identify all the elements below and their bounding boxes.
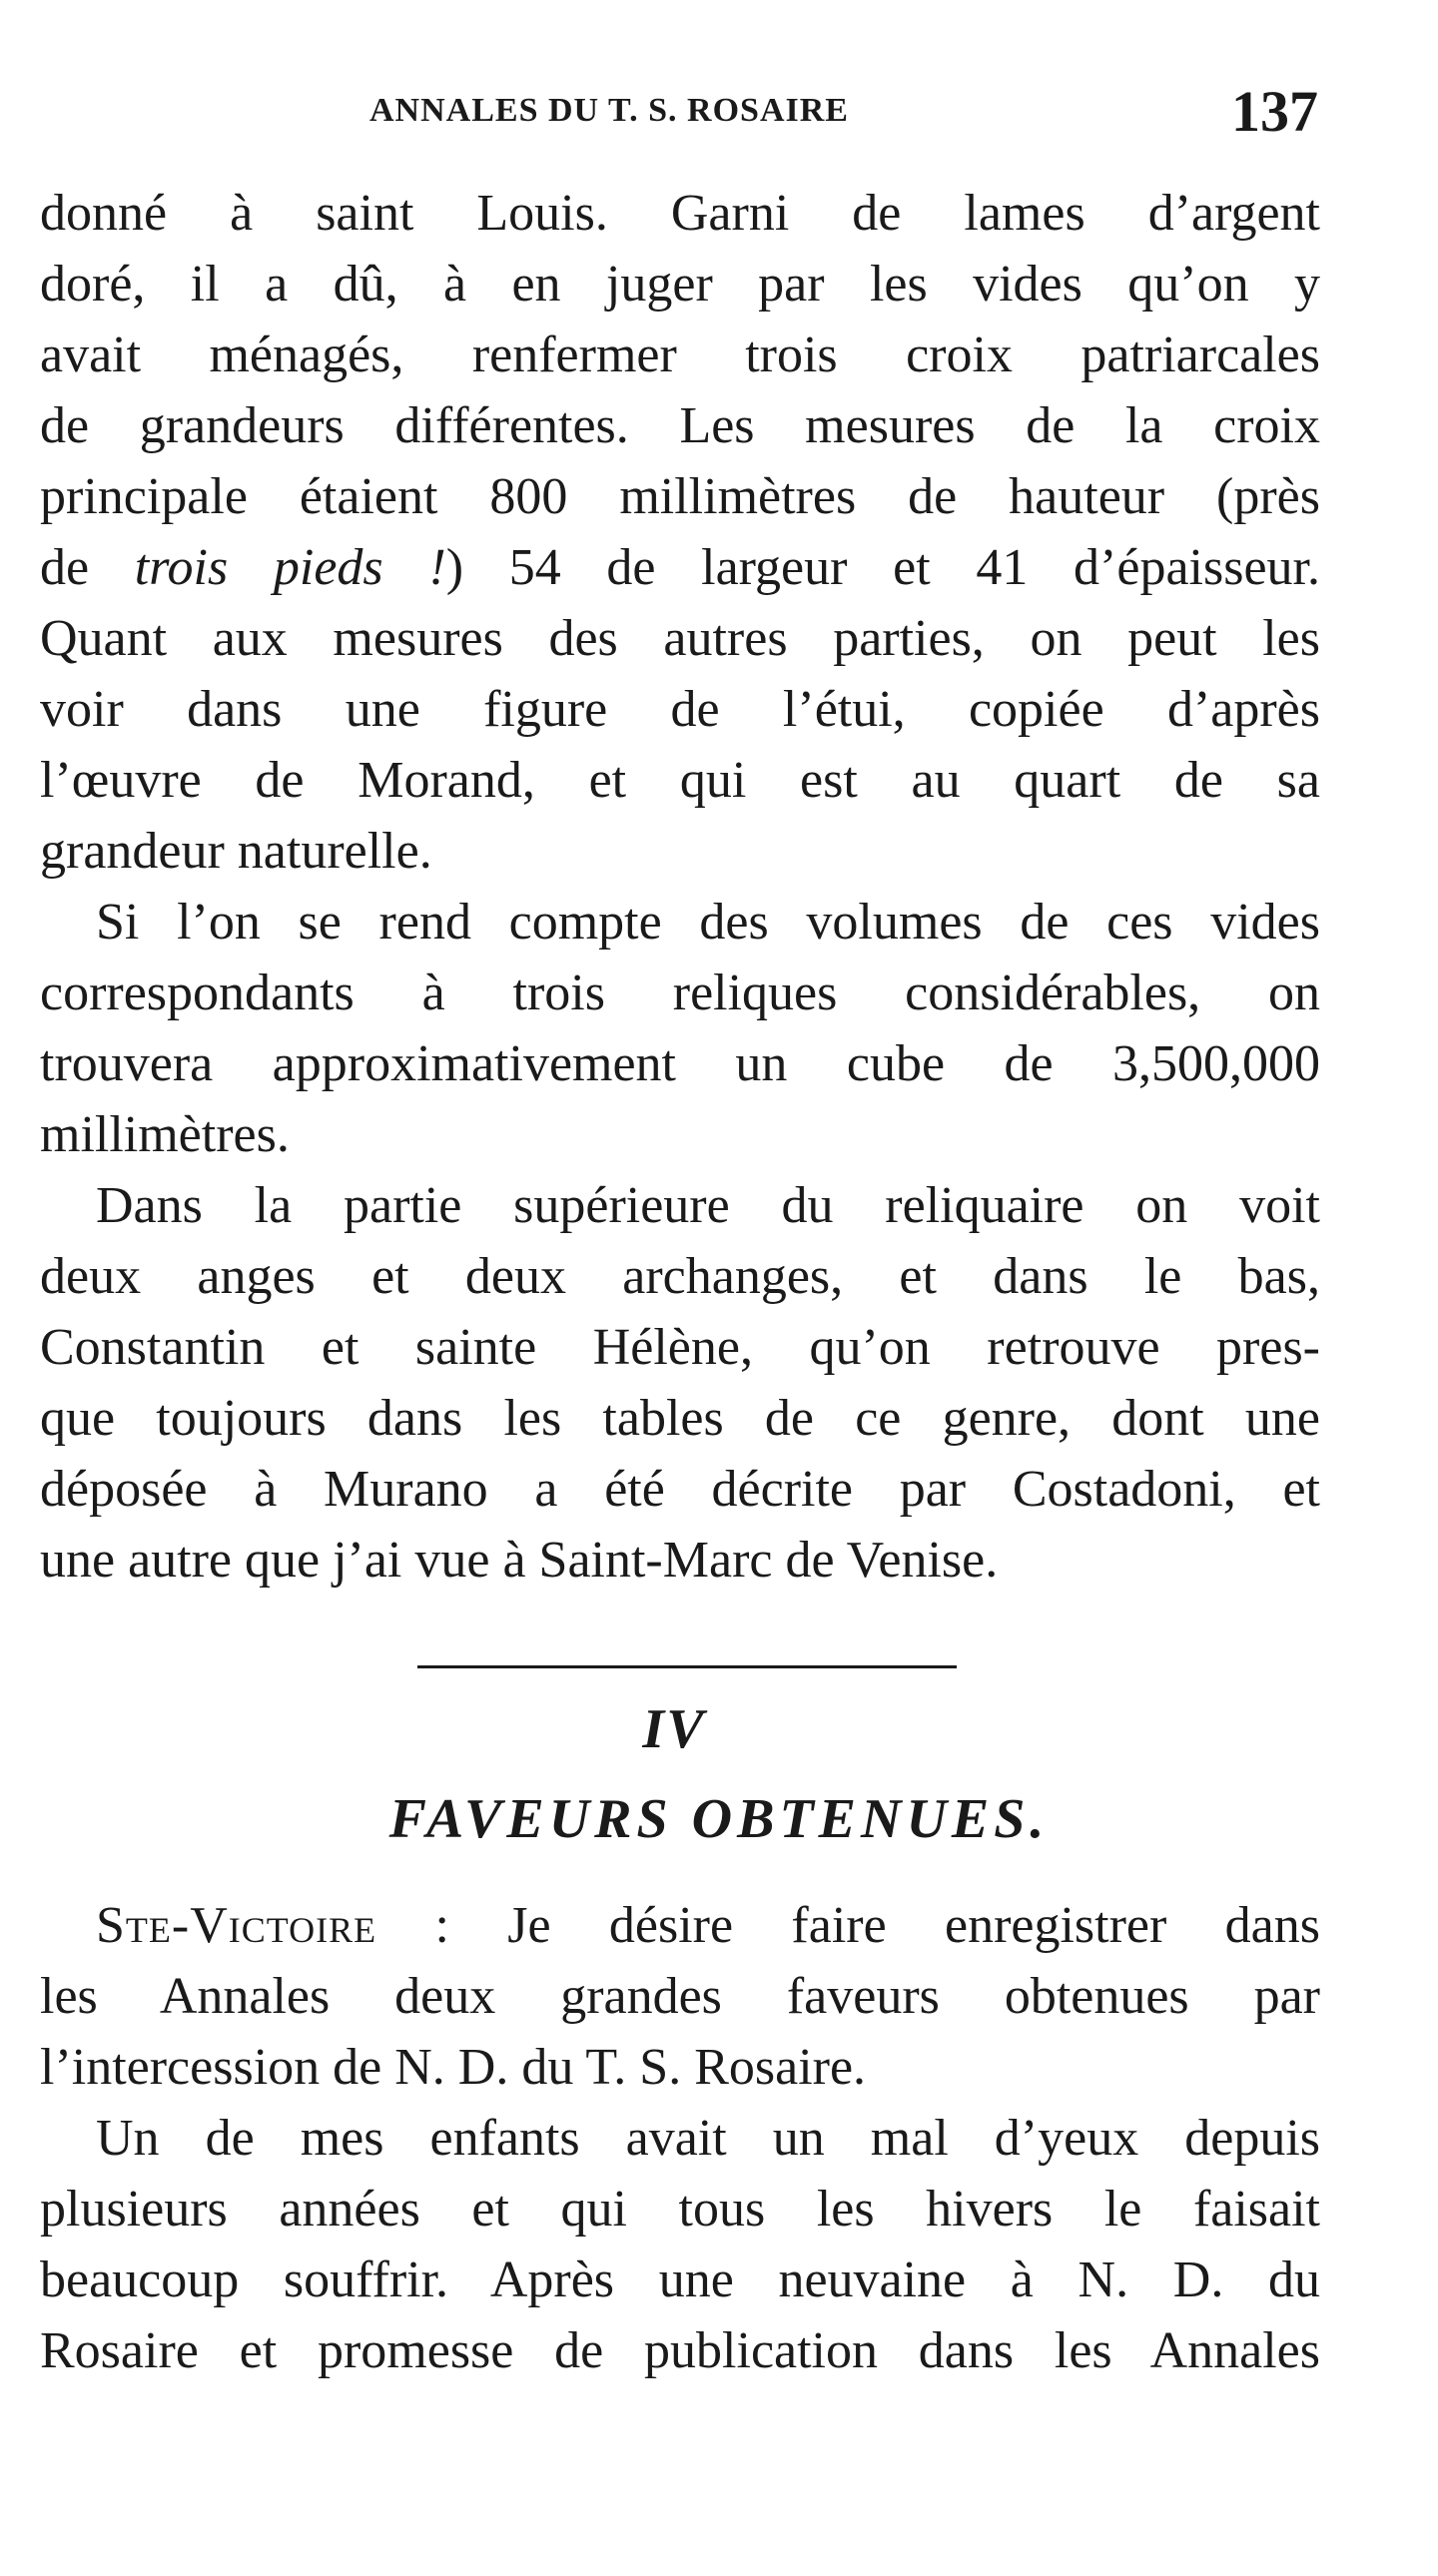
- text-line: grandeur naturelle.: [40, 823, 432, 880]
- text-line: trouvera approximativement un cube de 3,500,000: [40, 1035, 1320, 1092]
- text-fragment: : Je désire faire enregistrer dans: [376, 1897, 1320, 1954]
- text-fragment: de: [40, 539, 135, 596]
- text-line: Si l’on se rend compte des volumes de ces vides: [96, 894, 1320, 951]
- text-line: correspondants à trois reliques considérables, on: [40, 965, 1320, 1021]
- body-text: [40, 178, 1320, 1596]
- paragraph-eye-ailment: [40, 2103, 1320, 2386]
- text-line: Rosaire et promesse de publication dans les Annales: [40, 2322, 1320, 2379]
- text-line: que toujours dans les tables de ce genre, dont une: [40, 1390, 1320, 1447]
- italic-phrase: trois pieds !: [134, 539, 446, 596]
- paragraph-angels: [40, 1170, 1320, 1596]
- text-fragment: ) 54 de largeur et 41 d’épaisseur.: [445, 539, 1320, 596]
- faveurs-text: [40, 1890, 1320, 2386]
- text-line: une autre que j’ai vue à Saint-Marc de Venise.: [40, 1532, 999, 1589]
- place-name: Ste-Victoire: [96, 1897, 377, 1954]
- text-line: plusieurs années et qui tous les hivers le faisait: [40, 2181, 1320, 2238]
- running-head: [40, 78, 1318, 148]
- text-line: l’intercession de N. D. du T. S. Rosaire.: [40, 2039, 867, 2096]
- paragraph-reliquary-description: [40, 178, 1320, 887]
- page-number: 137: [1231, 79, 1318, 144]
- text-line: voir dans une figure de l’étui, copiée d’après: [40, 681, 1320, 738]
- section-divider: [417, 1665, 957, 1668]
- text-line: principale étaient 800 millimètres de hauteur (près: [40, 468, 1320, 525]
- running-title: ANNALES DU T. S. ROSAIRE: [369, 92, 849, 129]
- text-line: Un de mes enfants avait un mal d’yeux depuis: [96, 2110, 1320, 2167]
- paragraph-volumes: [40, 887, 1320, 1170]
- text-line: déposée à Murano a été décrite par Costadoni, et: [40, 1461, 1320, 1518]
- text-line: millimètres.: [40, 1106, 290, 1163]
- text-line: beaucoup souffrir. Après une neuvaine à N. D. du: [40, 2252, 1320, 2308]
- paragraph-ste-victoire: [40, 1890, 1320, 2103]
- text-line: donné à saint Louis. Garni de lames d’argent: [40, 185, 1320, 242]
- text-line: Quant aux mesures des autres parties, on peut les: [40, 610, 1320, 667]
- text-line-with-italic: [40, 532, 1320, 603]
- text-line: [40, 1890, 1320, 1961]
- text-line: deux anges et deux archanges, et dans le bas,: [40, 1248, 1320, 1305]
- text-line: avait ménagés, renfermer trois croix patriarcales: [40, 326, 1320, 383]
- text-line: Dans la partie supérieure du reliquaire on voit: [96, 1177, 1320, 1234]
- text-line: de grandeurs différentes. Les mesures de la croix: [40, 397, 1320, 454]
- section-numeral: IV: [642, 1698, 706, 1760]
- section-title: FAVEURS OBTENUES.: [388, 1788, 1050, 1850]
- text-line: doré, il a dû, à en juger par les vides qu’on y: [40, 256, 1320, 313]
- text-line: Constantin et sainte Hélène, qu’on retrouve pres-: [40, 1319, 1320, 1376]
- text-line: l’œuvre de Morand, et qui est au quart de sa: [40, 752, 1320, 809]
- text-line: les Annales deux grandes faveurs obtenues par: [40, 1968, 1320, 2025]
